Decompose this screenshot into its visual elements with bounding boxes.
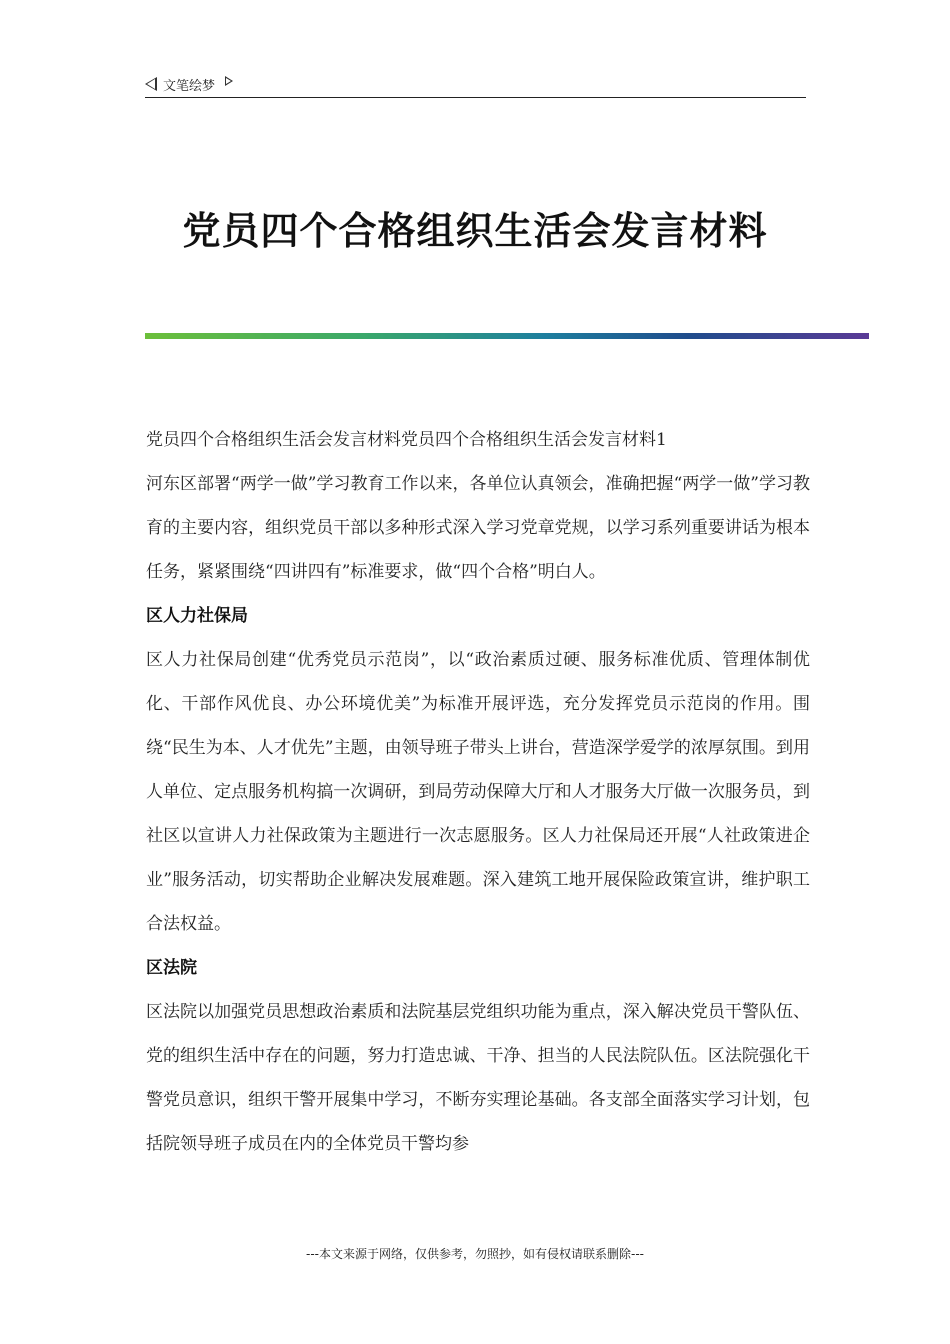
- footer-notice: ---本文来源于网络，仅供参考，勿照抄，如有侵权请联系删除---: [306, 1247, 644, 1261]
- section-heading-court: 区法院: [146, 958, 197, 978]
- header-divider: [145, 97, 806, 98]
- intro-line: 党员四个合格组织生活会发言材料党员四个合格组织生活会发言材料1: [146, 430, 667, 450]
- page-header: [145, 72, 806, 96]
- triangle-right-icon: [225, 76, 233, 86]
- paragraph: 河东区部署“两学一做”学习教育工作以来，各单位认真领会，准确把握“两学一做”学习教育的主要内容，组织党员干部以多种形式深入学习党章党规，以学习系列重要讲话为根本任务，紧紧围绕“四讲四有”标准要求，做“四个合格”明白人。: [146, 474, 810, 582]
- document-body: [146, 418, 810, 1166]
- paragraph: 区法院以加强党员思想政治素质和法院基层党组织功能为重点，深入解决党员干警队伍、党的组织生活中存在的问题，努力打造忠诚、干净、担当的人民法院队伍。区法院强化干警党员意识，组织干警开展集中学习，不断夯实理论基础。各支部全面落实学习计划，包括院领导班子成员在内的全体党员干警均参: [146, 1002, 810, 1154]
- gradient-divider: [145, 333, 869, 339]
- section-heading-hr-bureau: 区人力社保局: [146, 606, 248, 626]
- triangle-left-icon: [145, 77, 157, 91]
- header-brand: 文笔绘梦: [163, 78, 216, 94]
- paragraph: 区人力社保局创建“优秀党员示范岗”，以“政治素质过硬、服务标准优质、管理体制优化、干部作风优良、办公环境优美”为标准开展评选，充分发挥党员示范岗的作用。围绕“民生为本、人才优先”主题，由领导班子带头上讲台，营造深学爱学的浓厚氛围。到用人单位、定点服务机构搞一次调研，到局劳动保障大厅和人才服务大厅做一次服务员，到社区以宣讲人力社保政策为主题进行一次志愿服务。区人力社保局还开展“人社政策进企业”服务活动，切实帮助企业解决发展难题。深入建筑工地开展保险政策宣讲，维护职工合法权益。: [146, 650, 810, 934]
- document-title: 党员四个合格组织生活会发言材料: [182, 208, 768, 253]
